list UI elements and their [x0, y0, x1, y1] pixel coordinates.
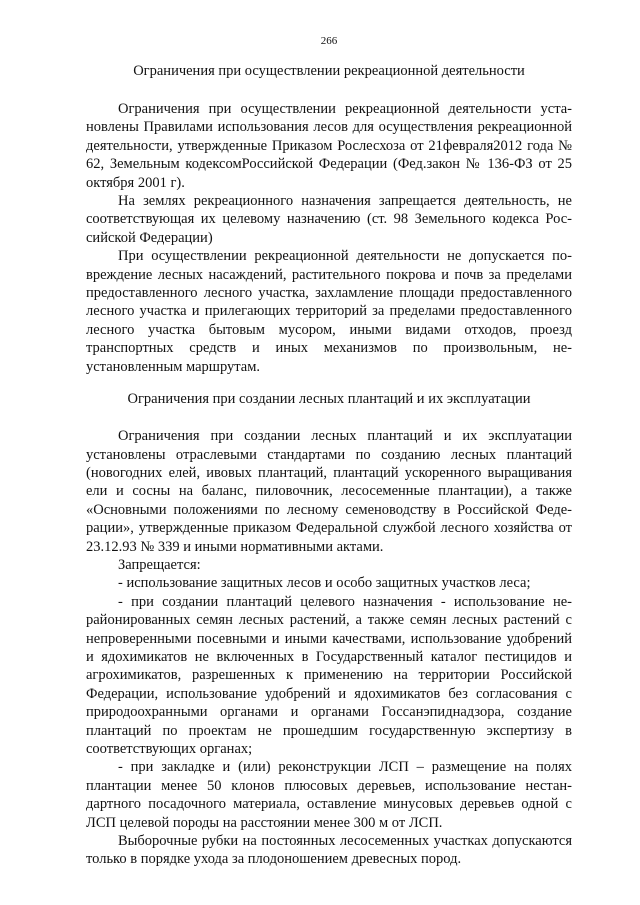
paragraph-plantations-2: Запрещается: — [118, 556, 201, 573]
paragraph-plantations-6: Выборочные рубки на постоянных лесосеменных участках допускаются только в порядке ухода за плодоношением древесных пород. — [86, 833, 572, 868]
paragraph-plantations-5: - при закладке и (или) реконструкции ЛСП – размещение на полях плантации менее 50 клонов плюсовых деревьев, использование нестандартного посадочного материала, оставление минусовых деревьев одной с ЛСП целевой породы на расстоянии менее 300 м от ЛСП. — [86, 759, 572, 831]
section-title-plantations: Ограничения при создании лесных плантаций и их эксплуатации — [127, 391, 531, 408]
paragraph-recreation-1: Ограничения при осуществлении рекреационной деятельности установлены Правилами использования лесов для осуществления рекреационной деятельности, утвержденные Приказом Рослесхоза от 21февраля2012 года № 62, Земельным кодексомРоссийской Федерации (Фед.закон № 136-ФЗ от 25 октября 2001 г). — [86, 101, 572, 191]
section-title-recreation: Ограничения при осуществлении рекреационной деятельности — [133, 63, 525, 79]
page-number: 266 — [320, 35, 338, 47]
document-page — [86, 34, 572, 869]
paragraph-plantations-1: Ограничения при создании лесных плантаций и их эксплуатации установлены отраслевыми стандартами по созданию лесных плантаций (новогодних елей, ивовых плантаций, плантаций ускоренного выращивания ели и сосны на баланс, пиловочник, лесосеменные плантации), а также «Основными положениями по лесному семеноводству в Российской Федерации», утвержденные приказом Федеральной службой лесного хозяйства от 23.12.93 № 339 и иными нормативными актами. — [86, 428, 572, 555]
paragraph-plantations-4: - при создании плантаций целевого назначения - использование нерайонированных семян лесных растений, а также семян лесных растений с непроверенными посевными и иными качествами, использование удобрений и ядохимикатов не включенных в Государственный каталог пестицидов и агрохимикатов, разрешенных к применению на территории Российской Федерации, использование удобрений и ядохимикатов без согласования с природоохранными органами и органами Госсанэпиднадзора, создание плантаций по проектам не прошедшим государственную экспертизу в соответствующих органах; — [86, 593, 572, 757]
paragraph-plantations-3: - использование защитных лесов и особо защитных участков леса; — [118, 575, 531, 592]
paragraph-recreation-2: На землях рекреационного назначения запрещается деятельность, не соответствующая их целевому назначению (ст. 98 Земельного кодекса Российской Федерации) — [86, 193, 572, 246]
paragraph-recreation-3: При осуществлении рекреационной деятельности не допускается повреждение лесных насаждений, растительного покрова и почв за пределами предоставленного лесного участка, захламление площади предоставленного лесного участка и прилегающих территорий за пределами предоставленного лесного участка бытовым мусором, иными видами отходов, проезд транспортных средств и иных механизмов по произвольным, неустановленным маршрутам. — [86, 248, 572, 375]
